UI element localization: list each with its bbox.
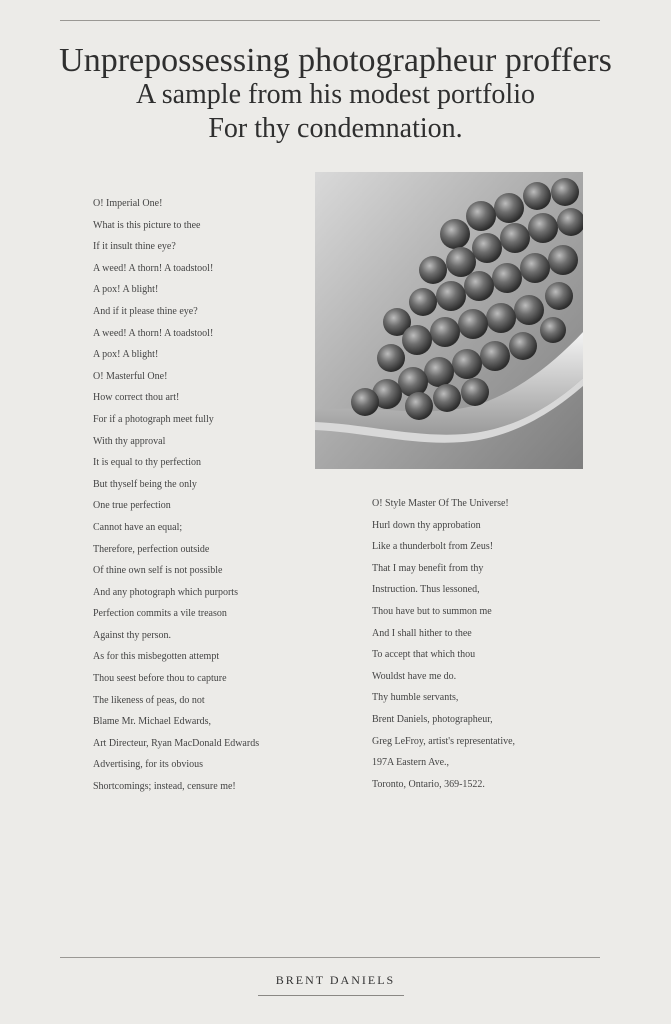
poem-right-column — [372, 493, 515, 795]
poem-line: Hurl down thy approbation — [372, 519, 481, 531]
poem-line: Thy humble servants, — [372, 692, 459, 704]
poem-line: Of thine own self is not possible — [93, 565, 223, 577]
poem-line: And I shall hither to thee — [372, 627, 472, 639]
poem-line: Art Directeur, Ryan MacDonald Edwards — [93, 737, 260, 749]
poem-line: O! Style Master Of The Universe! — [372, 498, 509, 509]
poem-line: It is equal to thy perfection — [93, 457, 202, 469]
signature-underline — [258, 995, 404, 996]
poem-line: Therefore, perfection outside — [93, 543, 210, 555]
bottom-rule — [60, 957, 600, 958]
poem-line: O! Masterful One! — [93, 370, 168, 382]
top-rule — [60, 20, 600, 21]
poem-line: Like a thunderbolt from Zeus! — [372, 541, 494, 553]
poem-line: A pox! A blight! — [93, 284, 159, 296]
poem-line: Wouldst have me do. — [372, 670, 457, 682]
headline-line-3: For thy condemnation. — [208, 113, 463, 144]
poem-line: And if it please thine eye? — [93, 305, 198, 317]
headline — [0, 44, 671, 146]
poem-line: As for this misbegotten attempt — [93, 651, 220, 663]
poem-line: If it insult thine eye? — [93, 241, 176, 253]
poem-line: That I may benefit from thy — [372, 562, 484, 574]
poem-line: The likeness of peas, do not — [93, 694, 205, 706]
poem-line: Cannot have an equal; — [93, 521, 183, 533]
poem-line: Blame Mr. Michael Edwards, — [93, 716, 212, 728]
poem-line: Thou have but to summon me — [372, 605, 492, 617]
poem-line: A weed! A thorn! A toadstool! — [93, 262, 214, 274]
poem-line: A pox! A blight! — [93, 349, 159, 361]
poem-line: But thyself being the only — [93, 478, 197, 490]
signature: BRENT DANIELS — [275, 973, 396, 987]
poem-line: With thy approval — [93, 435, 166, 447]
poem-line: What is this picture to thee — [93, 219, 201, 231]
peas-on-spoon-photo — [315, 172, 583, 469]
poem-left-column — [93, 193, 259, 798]
poem-line: One true perfection — [93, 500, 171, 512]
poem-line: Perfection commits a vile treason — [93, 608, 227, 620]
poem-line: Advertising, for its obvious — [93, 759, 203, 771]
poem-line: For if a photograph meet fully — [93, 413, 214, 425]
headline-line-2: A sample from his modest portfolio — [136, 79, 535, 110]
poem-line: Toronto, Ontario, 369-1522. — [372, 778, 485, 790]
poem-line: To accept that which thou — [372, 649, 476, 661]
poem-line: O! Imperial One! — [93, 198, 163, 209]
poem-line: Instruction. Thus lessoned, — [372, 584, 480, 596]
poem-line: Shortcomings; instead, censure me! — [93, 781, 236, 793]
poem-line: Greg LeFroy, artist's representative, — [372, 735, 516, 747]
poem-line: Brent Daniels, photographeur, — [372, 713, 493, 725]
headline-line-1: Unprepossessing photographeur proffers — [59, 42, 612, 79]
poem-line: How correct thou art! — [93, 392, 180, 404]
poem-line: 197A Eastern Ave., — [372, 757, 450, 769]
poem-line: A weed! A thorn! A toadstool! — [93, 327, 214, 339]
poem-line: Against thy person. — [93, 629, 172, 641]
poem-line: And any photograph which purports — [93, 586, 238, 598]
poem-line: Thou seest before thou to capture — [93, 673, 227, 685]
